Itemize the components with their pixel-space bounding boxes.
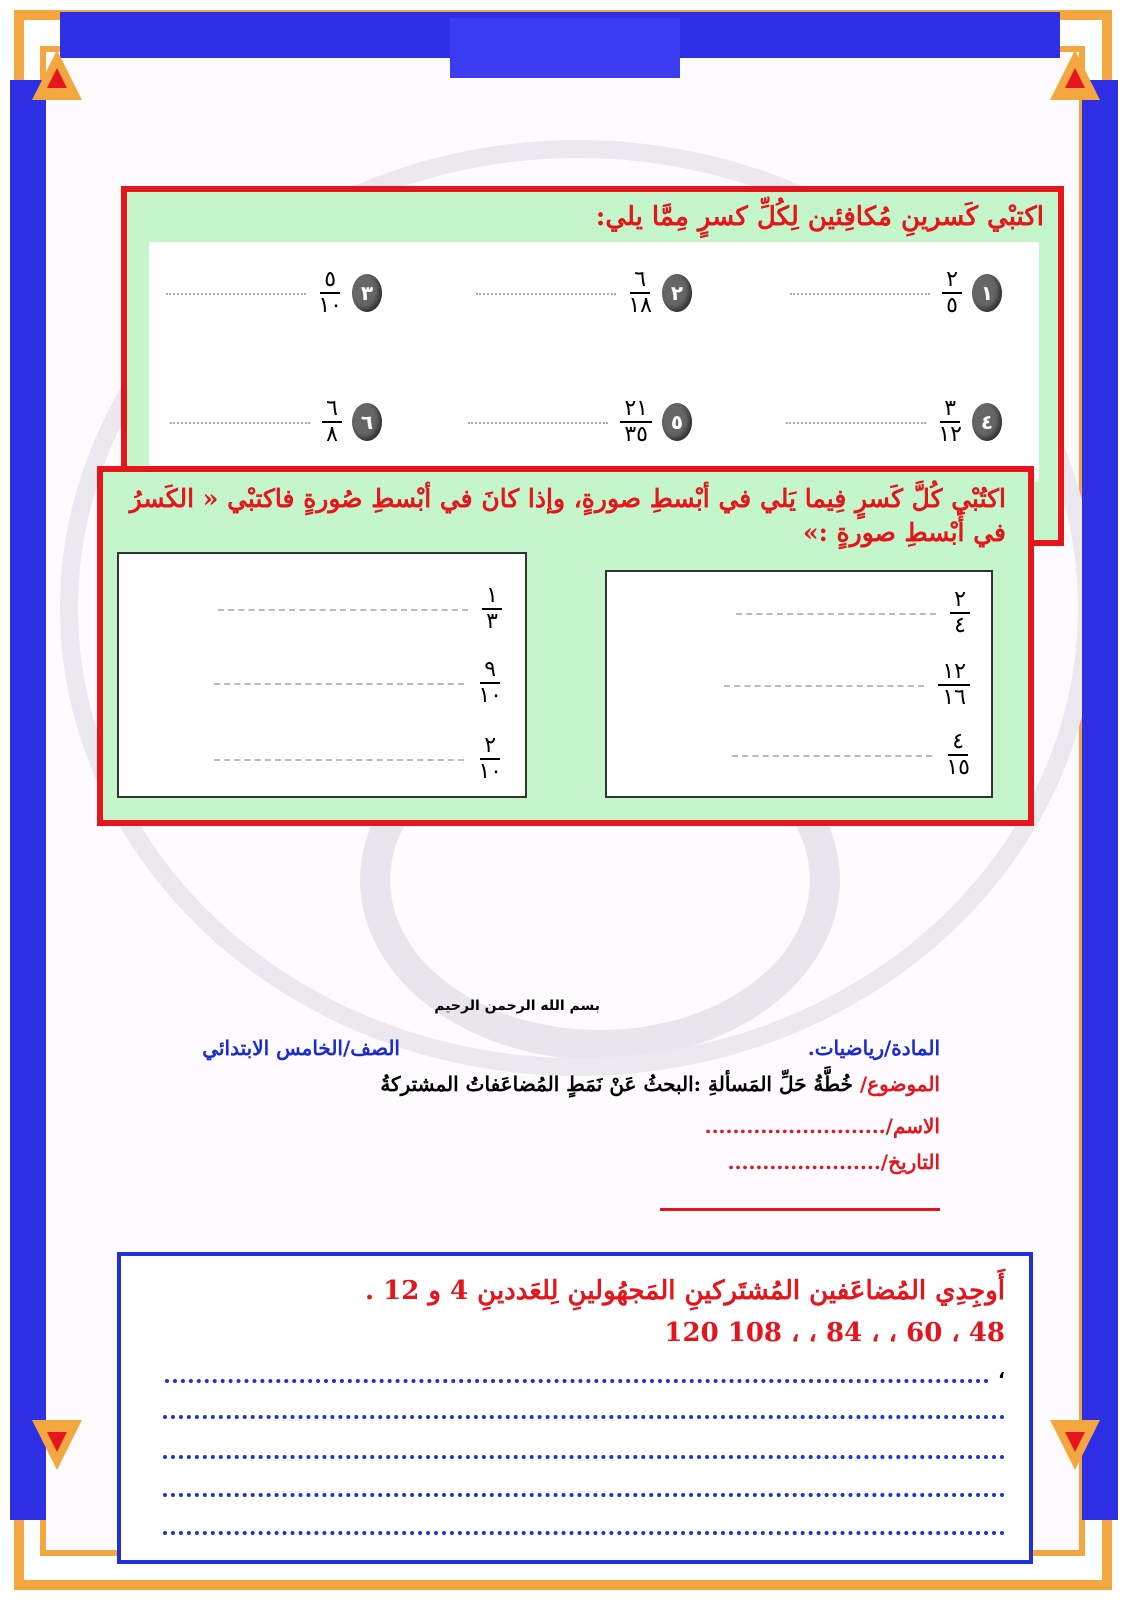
exercise-item bbox=[790, 268, 1002, 318]
number-badge: ٦ bbox=[352, 403, 382, 441]
exercise-row bbox=[218, 584, 502, 634]
ribbon-top-knot bbox=[450, 18, 680, 78]
fraction: $\frac{٦}{٨}$ bbox=[322, 397, 342, 447]
corner-ornament-icon bbox=[22, 1410, 92, 1480]
number-badge: ٤ bbox=[972, 403, 1002, 441]
question-text: أَوجِدِي المُضاعَفين المُشتَركينِ المَجهُولينِ لِلعَددينِ 4 و 12 . bbox=[365, 1276, 1005, 1306]
answer-line[interactable] bbox=[165, 1378, 989, 1383]
answer-line[interactable] bbox=[786, 421, 926, 424]
number-badge: ١ bbox=[972, 274, 1002, 312]
exercise-item bbox=[468, 397, 692, 447]
number-badge: ٥ bbox=[662, 403, 692, 441]
corner-ornament-icon bbox=[22, 40, 92, 110]
fraction: $\frac{١٢}{١٦}$ bbox=[938, 660, 970, 710]
fraction: $\frac{٣}{١٢}$ bbox=[938, 396, 962, 448]
name-line: الاسم/.......................... bbox=[704, 1114, 940, 1138]
name-field[interactable]: .......................... bbox=[704, 1114, 886, 1138]
answer-line[interactable] bbox=[163, 1492, 1005, 1497]
subject-line: المادة/رياضيات. bbox=[807, 1036, 940, 1060]
ribbon-left bbox=[10, 80, 46, 1520]
corner-ornament-icon bbox=[1040, 40, 1110, 110]
answer-line[interactable] bbox=[790, 292, 930, 295]
exercise-row bbox=[724, 660, 970, 710]
answer-line[interactable] bbox=[166, 292, 306, 295]
basmala: بسم الله الرحمن الرحيم bbox=[434, 998, 600, 1014]
topic-line: الموضوع/ خُطَّةُ حَلِّ المَسألةِ :البحثُ عَنْ نَمَطٍ المُضاعَفاتُ المشتركةُ bbox=[380, 1072, 940, 1096]
section1-title: اكتبْي كَسرينِ مُكافِئين لِكُلِّ كسرٍ مِمَّا يلي: bbox=[595, 202, 1044, 232]
common-multiples-section bbox=[117, 1252, 1033, 1564]
answer-line[interactable] bbox=[214, 758, 464, 761]
exercise-row bbox=[736, 588, 970, 638]
date-line: التاريخ/...................... bbox=[727, 1150, 940, 1174]
multiples-sequence: 48 ، 60 ، ، 84 ، ، 108 120 bbox=[664, 1318, 1005, 1348]
date-field[interactable]: ...................... bbox=[727, 1150, 881, 1174]
exercise-item bbox=[170, 397, 382, 447]
fraction: $\frac{٦}{١٨}$ bbox=[628, 267, 652, 319]
exercise-item bbox=[166, 268, 382, 318]
section2-title: اكتُبْي كُلَّ كَسرٍ فِيما يَلي في أبْسطِ صورةٍ، وإذا كانَ في أبْسطِ صُورةٍ فاكتبْي « الكَسرُ في أَبْسطِ صورةٍ :» bbox=[129, 484, 1006, 547]
fraction: $\frac{٢}{١٠}$ bbox=[478, 733, 502, 785]
exercise-row bbox=[214, 734, 502, 784]
underline-red bbox=[660, 1208, 940, 1211]
answer-line[interactable] bbox=[468, 421, 608, 424]
number-badge: ٣ bbox=[352, 274, 382, 312]
fraction: $\frac{٢}{٥}$ bbox=[942, 268, 962, 318]
number-badge: ٢ bbox=[662, 274, 692, 312]
answer-line[interactable] bbox=[732, 754, 932, 757]
fraction: $\frac{٥}{١٠}$ bbox=[318, 267, 342, 319]
answer-line[interactable] bbox=[163, 1530, 1005, 1535]
exercise-item bbox=[476, 268, 692, 318]
answer-line[interactable] bbox=[163, 1454, 1005, 1459]
answer-line[interactable] bbox=[724, 684, 924, 687]
simplest-form-section bbox=[97, 466, 1034, 826]
line-mark: ، bbox=[998, 1362, 1005, 1383]
fraction: $\frac{١}{٣}$ bbox=[482, 584, 502, 634]
fraction: $\frac{٢}{٤}$ bbox=[950, 588, 970, 638]
answer-line[interactable] bbox=[163, 1414, 1005, 1419]
answer-line[interactable] bbox=[218, 608, 468, 611]
grade-line: الصف/الخامس الابتدائي bbox=[202, 1036, 400, 1060]
answer-line[interactable] bbox=[476, 292, 616, 295]
exercise-row bbox=[214, 658, 502, 708]
fraction: $\frac{٤}{١٥}$ bbox=[946, 729, 970, 781]
exercise-row bbox=[732, 730, 970, 780]
exercise-item bbox=[786, 397, 1002, 447]
fraction: $\frac{٩}{١٠}$ bbox=[478, 657, 502, 709]
answer-line[interactable] bbox=[214, 682, 464, 685]
worksheet-header bbox=[110, 990, 940, 1230]
answer-line[interactable] bbox=[170, 421, 310, 424]
corner-ornament-icon bbox=[1040, 1410, 1110, 1480]
answer-line[interactable] bbox=[736, 612, 936, 615]
fraction: $\frac{٢١}{٣٥}$ bbox=[620, 397, 652, 447]
ribbon-right bbox=[1082, 80, 1118, 1520]
